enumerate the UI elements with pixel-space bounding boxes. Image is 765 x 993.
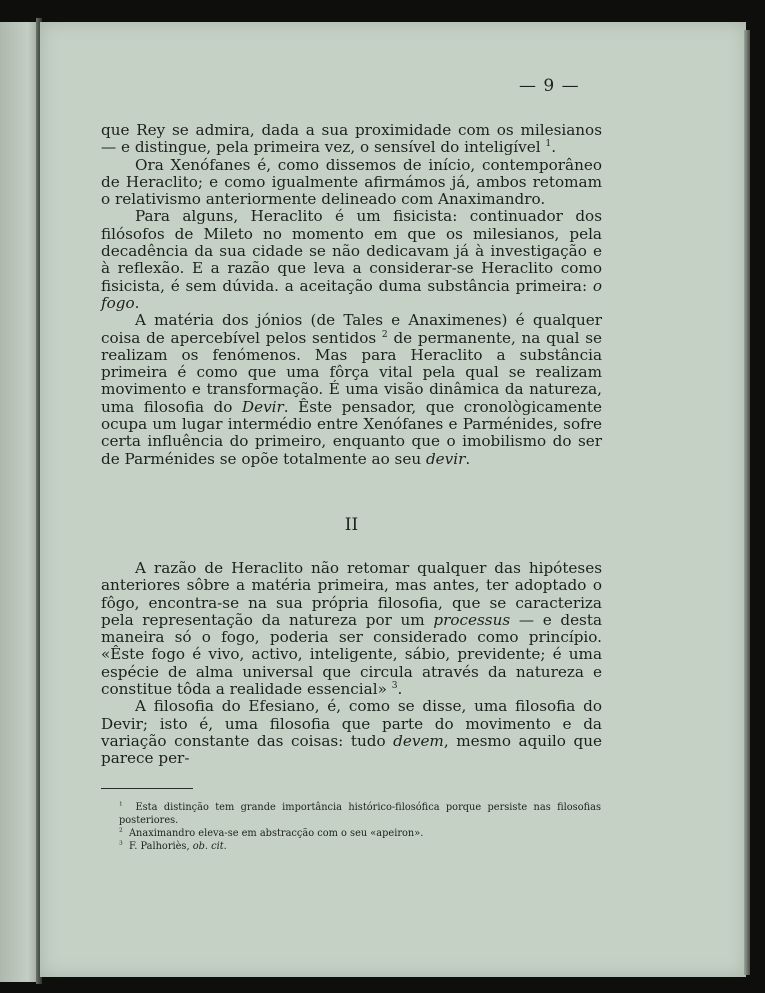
paragraph-3-end: . — [134, 293, 140, 312]
footnote-1-text: Esta distinção tem grande importância histórico-filosófica porque persiste nas filosofias posteriores. — [119, 802, 601, 826]
page-edge-shadow — [744, 30, 750, 975]
footnote-ref-2: 2 — [381, 329, 388, 340]
paragraph-1-end: . — [551, 138, 557, 157]
paragraph-4-italic-1: Devir — [241, 397, 284, 416]
footnote-ref-3: 3 — [391, 681, 398, 692]
paragraph-5-text-b: — e desta maneira só o fogo, poderia ser considerado como princípio. «Êste fogo é vivo, activo, inteligente, sábio, previdente; é uma espécie de alma universal que circula através da natureza e constitue tôda a realidade essencial» — [101, 610, 603, 699]
paragraph-4-text-c: . Êste pensador, que cronològicamente ocupa um lugar intermédio entre Xenófanes e Parménides, sofre certa influência do primeiro, enquanto que o imobilismo do ser de Parménides se opõe totalmente ao seu — [101, 397, 602, 468]
page-number: — 9 — — [519, 76, 580, 96]
footnote-3-number: 3 — [119, 840, 123, 847]
footnote-2 — [101, 827, 601, 840]
paragraph-4-text-b: de permanente, na qual se realizam os fenómenos. Mas para Heraclito a substância primeira é como que uma fôrça vital pela qual se realizam movimento e transformação. É uma visão dinâmica da natureza, uma filosofia do — [101, 328, 602, 416]
facing-page-edge — [0, 22, 40, 982]
footnote-ref-1: 1 — [545, 139, 552, 150]
paragraph-4-text: A matéria dos jónios (de Tales e Anaximenes) é qualquer coisa de apercebível pelos sentidos — [101, 311, 602, 347]
section-heading: II — [344, 515, 359, 535]
footnote-1-number: 1 — [119, 801, 123, 808]
paragraph-4-end: . — [465, 449, 471, 468]
paragraph-6-end: , mesmo aquilo que parece per- — [101, 731, 602, 768]
body-text-part-2 — [101, 560, 602, 768]
footnote-1 — [101, 801, 601, 827]
paragraph-3 — [101, 208, 602, 312]
paragraph-6 — [101, 698, 602, 767]
paragraph-1-text: que Rey se admira, dada a sua proximidade com os milesianos — e distingue, pela primeira vez, o sensível do inteligível — [101, 121, 602, 157]
footnote-3-text: F. Palhoriès, — [128, 841, 193, 852]
paragraph-3-text: Para alguns, Heraclito é um fisicista: continuador dos filósofos de Mileto no momento em que os milesianos, pela decadência da sua cidade se não dedicavam já à investigação e à reflexão. E a razão que leva a considerar-se Heraclito como fisicista, é sem dúvida. a aceitação duma substância primeira: — [101, 207, 602, 295]
body-text-part-1 — [101, 122, 602, 468]
paragraph-5-text: A razão de Heraclito não retomar qualquer das hipóteses anteriores sôbre a matéria primeira, mas antes, ter adoptado o fôgo, encontra-se na sua própria filosofia, que se caracteriza pela representação da natureza por um — [101, 559, 602, 629]
paragraph-6-text: A filosofia do Efesiano, é, como se disse, uma filosofia do Devir; isto é, uma filosofia que parte do movimento e da variação constante das coisas: tudo — [101, 697, 602, 750]
paragraph-4-italic-2: devir — [425, 449, 466, 468]
footnote-2-number: 2 — [119, 827, 123, 834]
paragraph-2: Ora Xenófanes é, como dissemos de início, contemporâneo de Heraclito; e como igualmente afirmámos já, ambos retomam o relativismo anteriormente delineado com Anaximandro. — [101, 155, 602, 209]
paragraph-4 — [101, 312, 602, 468]
footnotes — [101, 801, 601, 853]
footnote-2-text: Anaximandro eleva-se em abstracção com o seu «apeiron». — [128, 828, 424, 839]
footnote-divider — [101, 788, 193, 789]
paragraph-1 — [101, 122, 602, 157]
footnote-3-italic: ob. cit. — [192, 841, 227, 852]
paragraph-5-end: . — [397, 680, 403, 699]
paragraph-5-italic: processus — [433, 610, 511, 629]
footnote-3 — [101, 840, 601, 853]
paragraph-3-italic: o fogo — [101, 276, 602, 312]
paragraph-5 — [101, 560, 602, 698]
paragraph-6-italic: devem — [393, 731, 444, 750]
